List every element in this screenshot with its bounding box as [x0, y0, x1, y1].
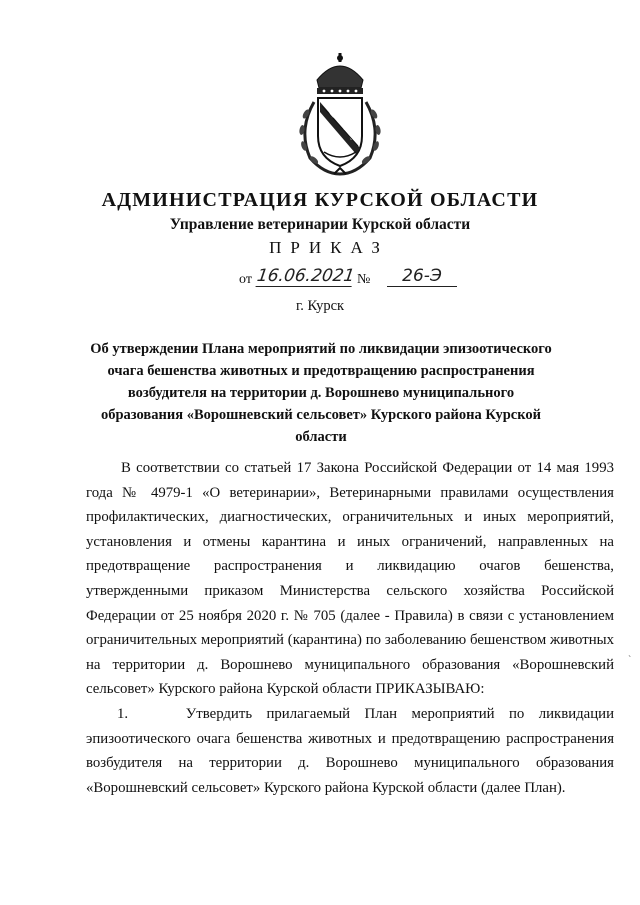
coat-of-arms-icon: [284, 50, 396, 178]
margin-mark: `: [628, 655, 632, 666]
number-prefix: №: [357, 272, 371, 287]
document-body: [86, 456, 614, 800]
organization-name: АДМИНИСТРАЦИЯ КУРСКОЙ ОБЛАСТИ: [101, 189, 539, 211]
city: г. Курск: [295, 298, 345, 314]
department-name: Управление ветеринарии Курской области: [169, 216, 471, 233]
document-title: Об утверждении Плана мероприятий по ликвидации эпизоотического очага бешенства животных и предотвращению распространения возбудителя на территории д. Ворошнево муниципального образования «Ворошневский сельсовет» Курского района Курской области: [90, 341, 552, 445]
document-type: ПРИКАЗ: [269, 238, 389, 257]
order-number: 26-Э: [387, 266, 457, 287]
date-prefix: от: [239, 272, 252, 287]
date-number-line: [231, 268, 461, 292]
preamble-paragraph: В соответствии со статьей 17 Закона Российской Федерации от 14 мая 1993 года № 4979-1 «О ветеринарии», Ветеринарными правилами осуществления профилактических, диагностических, ограничительных и иных мероприятий, установления и отмены карантина и иных ограничений, направленных на предотвращение распространения и ликвидацию очагов бешенства, утвержденными приказом Министерства сельского хозяйства Российской Федерации от 25 ноября 2020 г. № 705 (далее - Правила) в связи с установлением ограничительных мероприятий (карантина) по заболеванию бешенством животных на территории д. Ворошнево муниципального образования «Ворошневский сельсовет» Курского района Курской области ПРИКАЗЫВАЮ:: [86, 460, 614, 698]
order-date: 16.06.2021: [255, 266, 356, 286]
order-item-1: 1. Утвердить прилагаемый План мероприятий по ликвидации эпизоотического очага бешенства животных и предотвращению распространения возбудителя на территории д. Ворошнево муниципального образования «Ворошневский сельсовет» Курского района Курской области (далее План).: [86, 705, 614, 796]
